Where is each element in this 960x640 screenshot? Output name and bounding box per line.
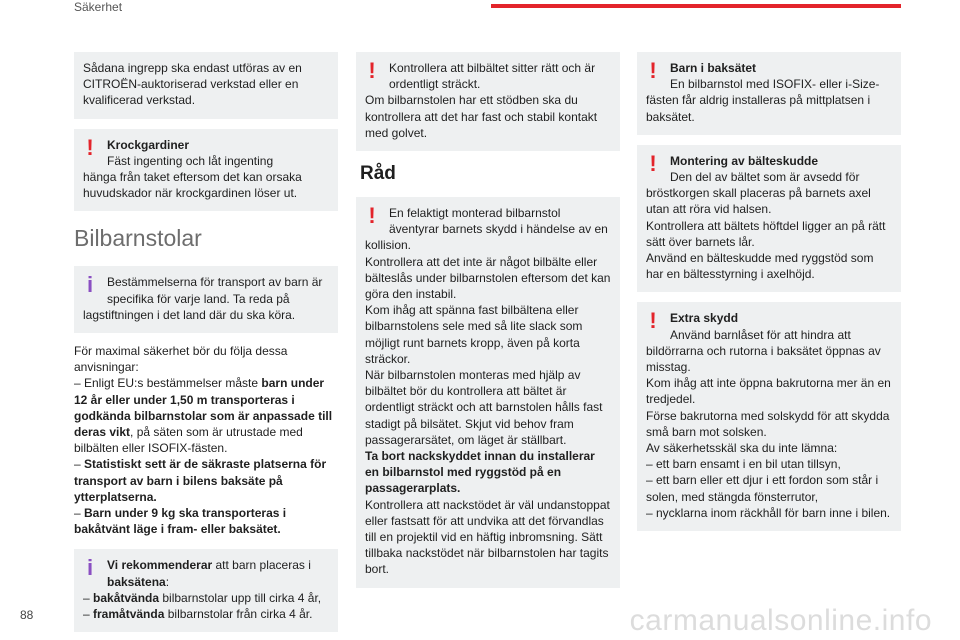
info-first-line: Bestämmelserna för transport av barn är specifika för varje land. Ta reda på <box>107 275 323 306</box>
warning-exclamation-icon: ! <box>649 150 657 176</box>
column-right <box>637 52 901 541</box>
body-text <box>74 343 338 537</box>
recommend-line2: baksätena: <box>107 574 170 589</box>
warning-exclamation-icon: ! <box>368 203 376 229</box>
info-icon: i <box>86 555 94 581</box>
body-item-2: – Statistiskt sett är de säkraste platserna för transport av barn i bilens baksäte på ytterplatserna. <box>74 457 327 504</box>
warning-box-curtain <box>74 129 338 212</box>
warning-box-rear-seat <box>637 52 901 135</box>
warning-line1: En bilbarnstol med ISOFIX- eller i-Size- <box>670 77 880 92</box>
warning-box-advice <box>356 197 620 588</box>
extra-p1: bildörrarna och rutorna i baksätet öppnas av misstag. <box>646 343 881 375</box>
warning-line1: Använd barnlåset för att hindra att <box>670 327 851 342</box>
recommend-item-2: – framåtvända bilbarnstolar från cirka 4 år. <box>83 607 313 622</box>
body-item-3: – Barn under 9 kg ska transporteras i bakåtvänt läge i fram- eller baksätet. <box>74 506 287 537</box>
warning-exclamation-icon: ! <box>86 134 94 160</box>
body-item-1: – Enligt EU:s bestämmelser måste barn under 12 år eller under 1,50 m transporteras i godkända bilbarnstolar som är anpassade till deras vikt, på säten som är utrustade med bilbälten eller ISOFIX-fästen. <box>74 376 333 456</box>
body-intro: För maximal säkerhet bör du följa dessa anvisningar: <box>74 344 288 375</box>
page-header-title: Säkerhet <box>74 0 123 14</box>
warning-box-belt <box>356 52 620 151</box>
advice-title: Råd <box>360 163 396 185</box>
recommend-line1: Vi rekommenderar att barn placeras i <box>107 558 311 573</box>
warning-box-extra <box>637 302 901 531</box>
extra-p4: Av säkerhetsskäl ska du inte lämna: <box>646 441 838 456</box>
warning-text: hänga från taket eftersom det kan orsaka huvudskador när krockgardinen löser ut. <box>83 170 302 201</box>
warning-box-belt-pad <box>637 145 901 293</box>
belt-pad-p2: Kontrollera att bältets höftdel ligger an på rätt sätt över barnets lår. <box>646 218 886 249</box>
warning-text: Om bilbarnstolen har ett stödben ska du kontrollera att det har fast och stabil kontakt med golvet. <box>365 93 598 140</box>
info-box-recommend <box>74 549 338 632</box>
warning-line1: Fäst ingenting och låt ingenting <box>107 153 274 168</box>
warning-title: Montering av bälteskudde <box>670 153 819 168</box>
info-text: lagstiftningen i det land där du ska köra. <box>83 307 296 322</box>
extra-list-item-3: – nycklarna inom räckhåll för barn inne i bilen. <box>646 505 891 520</box>
extra-list-item-1: – ett barn ensamt i en bil utan tillsyn, <box>646 457 841 472</box>
page-number: 88 <box>20 608 34 622</box>
header-accent-bar <box>491 4 901 8</box>
info-box-rules <box>74 266 338 333</box>
extra-list-item-2: – ett barn eller ett djur i ett fordon som står i solen, med stängda fönsterrutor, <box>646 473 879 504</box>
advice-p6: Kontrollera att nackstödet är väl undanstoppat eller fastsatt för att undvika att det förvandlas till en projektil vid en häftig inbromsning. Sätt tillbaka nackstödet när bilbarnstolen har tagits bort. <box>365 497 610 577</box>
info-icon: i <box>86 272 94 298</box>
column-left <box>74 52 338 640</box>
section-title: Bilbarnstolar <box>74 225 202 252</box>
warning-exclamation-icon: ! <box>368 58 376 83</box>
advice-p1: kollision. <box>365 238 412 253</box>
belt-pad-p3: Använd en bälteskudde med ryggstöd som har en bältesstyrning i axelhöjd. <box>646 251 874 282</box>
belt-pad-p1: bröstkorgen skall placeras på barnets axel utan att röra vid halsen. <box>646 186 871 217</box>
warning-exclamation-icon: ! <box>649 308 657 334</box>
watermark: carmanualsonline.info <box>629 604 932 637</box>
column-middle <box>356 52 620 598</box>
extra-p2: Kom ihåg att inte öppna bakrutorna mer än en tredjedel. <box>646 376 891 407</box>
intro-note-box <box>74 52 338 119</box>
warning-line1: Den del av bältet som är avsedd för <box>670 170 860 185</box>
advice-p3: Kom ihåg att spänna fast bilbältena eller bilbarnstolens sele med så lite slack som möjligt runt barnets kropp, även på korta sträckor. <box>365 303 583 366</box>
warning-text: fästen får aldrig installeras på mittplatsen i baksätet. <box>646 93 871 124</box>
intro-note-text: Sådana ingrepp ska endast utföras av en CITROËN-auktoriserad verkstad eller en kvalificerad verkstad. <box>83 61 302 108</box>
advice-p5: Ta bort nackskyddet innan du installerar en bilbarnstol med ryggstöd på en passagerarplats. <box>365 449 595 496</box>
warning-title: Barn i baksätet <box>670 61 757 75</box>
advice-p4: När bilbarnstolen monteras med hjälp av bilbältet bör du kontrollera att bältet är ordentligt sträckt och att barnstolen hålls fast stadigt på bilsätet. Skjut vid behov fram passagerarsätet, om läget är ställbart. <box>365 368 603 447</box>
warning-exclamation-icon: ! <box>649 58 657 83</box>
recommend-item-1: – bakåtvända bilbarnstolar upp till cirka 4 år, <box>83 590 322 605</box>
warning-title: Krockgardiner <box>107 137 190 152</box>
warning-first-line: Kontrollera att bilbältet sitter rätt och är ordentligt sträckt. <box>389 61 596 92</box>
advice-first-line: En felaktigt monterad bilbarnstol äventyrar barnets skydd i händelse av en <box>389 206 608 237</box>
warning-title: Extra skydd <box>670 311 739 326</box>
advice-p2: Kontrollera att det inte är något bilbälte eller bälteslås under bilbarnstolen eftersom det kan göra den instabil. <box>365 254 611 302</box>
extra-p3: Förse bakrutorna med solskydd för att skydda små barn mot solsken. <box>646 408 890 439</box>
